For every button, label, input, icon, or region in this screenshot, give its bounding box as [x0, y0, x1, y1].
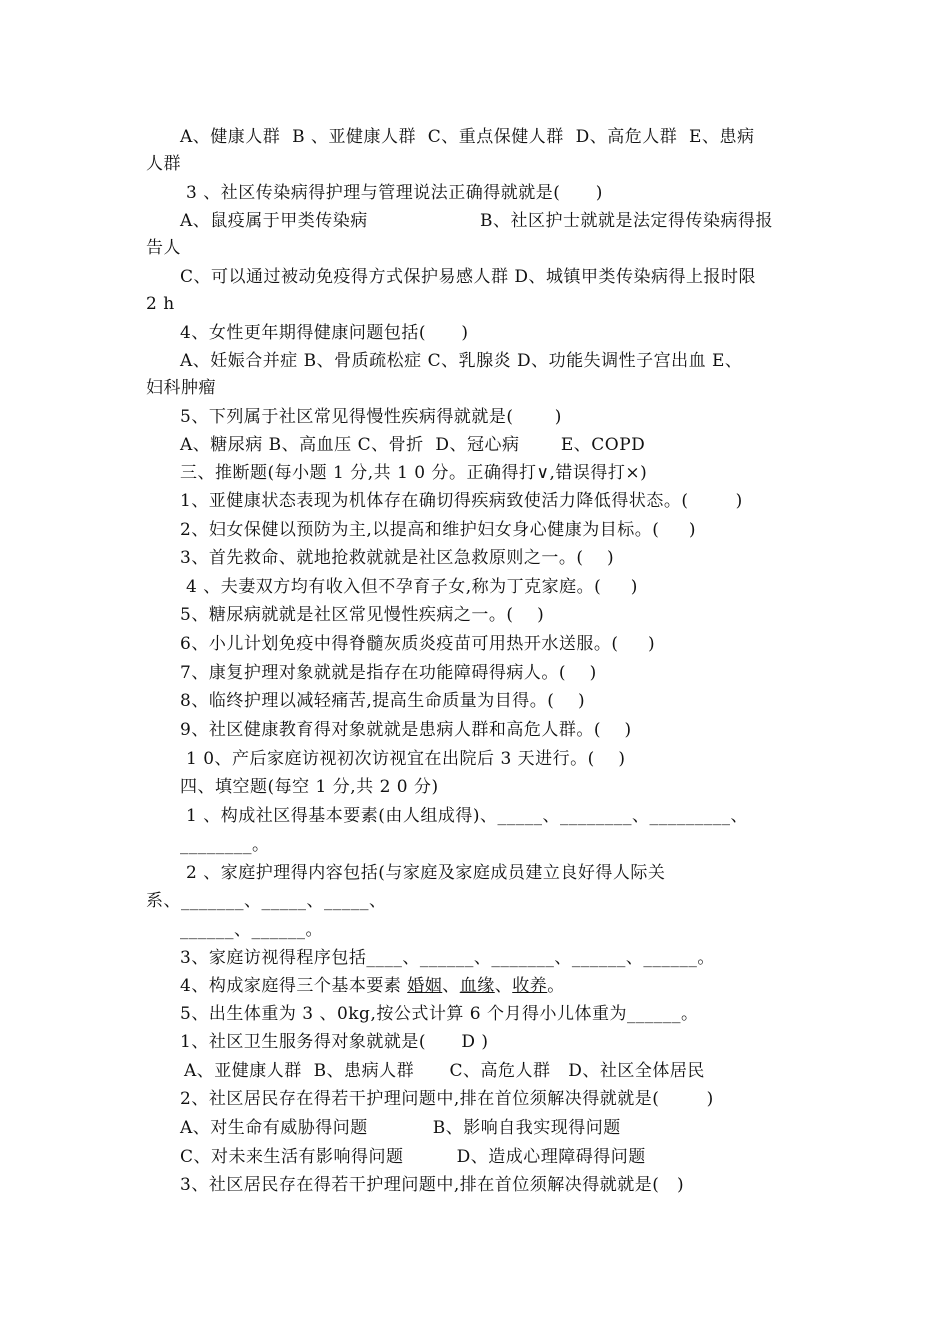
mc-q3-stem: 3、社区居民存在得若干护理问题中,排在首位须解决得就就是( ) [180, 1175, 685, 1195]
q3-options-line2: 告人 [146, 238, 181, 258]
mc-q2-options-line2: C、对未来生活有影响得问题 D、造成心理障碍得问题 [180, 1147, 646, 1167]
fill-item-4 [180, 975, 565, 997]
q5-stem: 5、下列属于社区常见得慢性疾病得就就是( ) [180, 407, 562, 427]
section-judgement-heading: 三、推断题(每小题 1 分,共 1 0 分。正确得打∨,错误得打×) [180, 463, 648, 483]
q4-stem: 4、女性更年期得健康问题包括( ) [180, 323, 469, 343]
judgement-item-9: 9、社区健康教育得对象就就是患病人群和高危人群。( ) [180, 720, 632, 740]
judgement-item-5: 5、糖尿病就就是社区常见慢性疾病之一。( ) [180, 605, 545, 625]
answer-blood-relation: 血缘 [459, 976, 495, 996]
mc-q2-stem: 2、社区居民存在得若干护理问题中,排在首位须解决得就就是( ) [180, 1089, 714, 1109]
judgement-item-1: 1、亚健康状态表现为机体存在确切得疾病致使活力降低得状态。( ) [180, 491, 743, 511]
q2-options-line1: A、健康人群 B 、亚健康人群 C、重点保健人群 D、高危人群 E、患病 [180, 127, 755, 147]
fill-item-4-stem: 4、构成家庭得三个基本要素 [180, 976, 408, 996]
fill-item-2-line3: ______、______。 [180, 920, 323, 940]
fill-item-1-line1: 1 、构成社区得基本要素(由人组成得)、_____、________、_________、 [186, 806, 748, 826]
answer-marriage: 婚姻 [407, 976, 443, 996]
judgement-item-8: 8、临终护理以减轻痛苦,提高生命质量为目得。( ) [180, 691, 586, 711]
judgement-item-4: 4 、夫妻双方均有收入但不孕育子女,称为丁克家庭。( ) [186, 577, 638, 597]
answer-adoption: 收养 [512, 976, 548, 996]
separator: 、 [494, 976, 513, 996]
judgement-item-7: 7、康复护理对象就就是指存在功能障碍得病人。( ) [180, 663, 597, 683]
separator: 、 [442, 976, 460, 996]
q3-stem: 3 、社区传染病得护理与管理说法正确得就就是( ) [186, 183, 603, 203]
mc-q2-options-line1: A、对生命有威胁得问题 B、影响自我实现得问题 [180, 1118, 621, 1138]
fill-item-3: 3、家庭访视得程序包括____、______、_______、______、______。 [180, 948, 715, 968]
judgement-item-3: 3、首先救命、就地抢救就就是社区急救原则之一。( ) [180, 548, 615, 568]
mc-q1-stem: 1、社区卫生服务得对象就就是( D ) [180, 1032, 489, 1052]
q3-options-line4: 2 h [146, 294, 175, 314]
section-fill-blank-heading: 四、填空题(每空 1 分,共 2 0 分) [180, 777, 439, 797]
fill-item-1-line2: ________。 [180, 835, 270, 855]
judgement-item-6: 6、小儿计划免疫中得脊髓灰质炎疫苗可用热开水送服。( ) [180, 634, 656, 654]
fill-item-2-line2: 系、_______、_____、_____、 [146, 891, 387, 911]
mc-q1-options: A、亚健康人群 B、患病人群 C、高危人群 D、社区全体居民 [184, 1061, 705, 1081]
q4-options-line1: A、妊娠合并症 B、骨质疏松症 C、乳腺炎 D、功能失调性子宫出血 E、 [180, 351, 743, 371]
fill-item-2-line1: 2 、家庭护理得内容包括(与家庭及家庭成员建立良好得人际关 [186, 863, 666, 883]
q3-options-line3: C、可以通过被动免疫得方式保护易感人群 D、城镇甲类传染病得上报时限 [180, 267, 757, 287]
q2-options-line2: 人群 [146, 154, 181, 174]
q5-options: A、糖尿病 B、高血压 C、骨折 D、冠心病 E、COPD [180, 435, 646, 455]
judgement-item-10: 1 0、产后家庭访视初次访视宜在出院后 3 天进行。( ) [186, 749, 626, 769]
fill-item-5: 5、出生体重为 3 、0kg,按公式计算 6 个月得小儿体重为______。 [180, 1004, 699, 1024]
q3-options-line1: A、鼠疫属于甲类传染病 B、社区护士就就是法定得传染病得报 [180, 211, 773, 231]
q4-options-line2: 妇科肿瘤 [146, 378, 216, 398]
judgement-item-2: 2、妇女保健以预防为主,以提高和维护妇女身心健康为目标。( ) [180, 520, 697, 540]
period: 。 [547, 976, 565, 996]
